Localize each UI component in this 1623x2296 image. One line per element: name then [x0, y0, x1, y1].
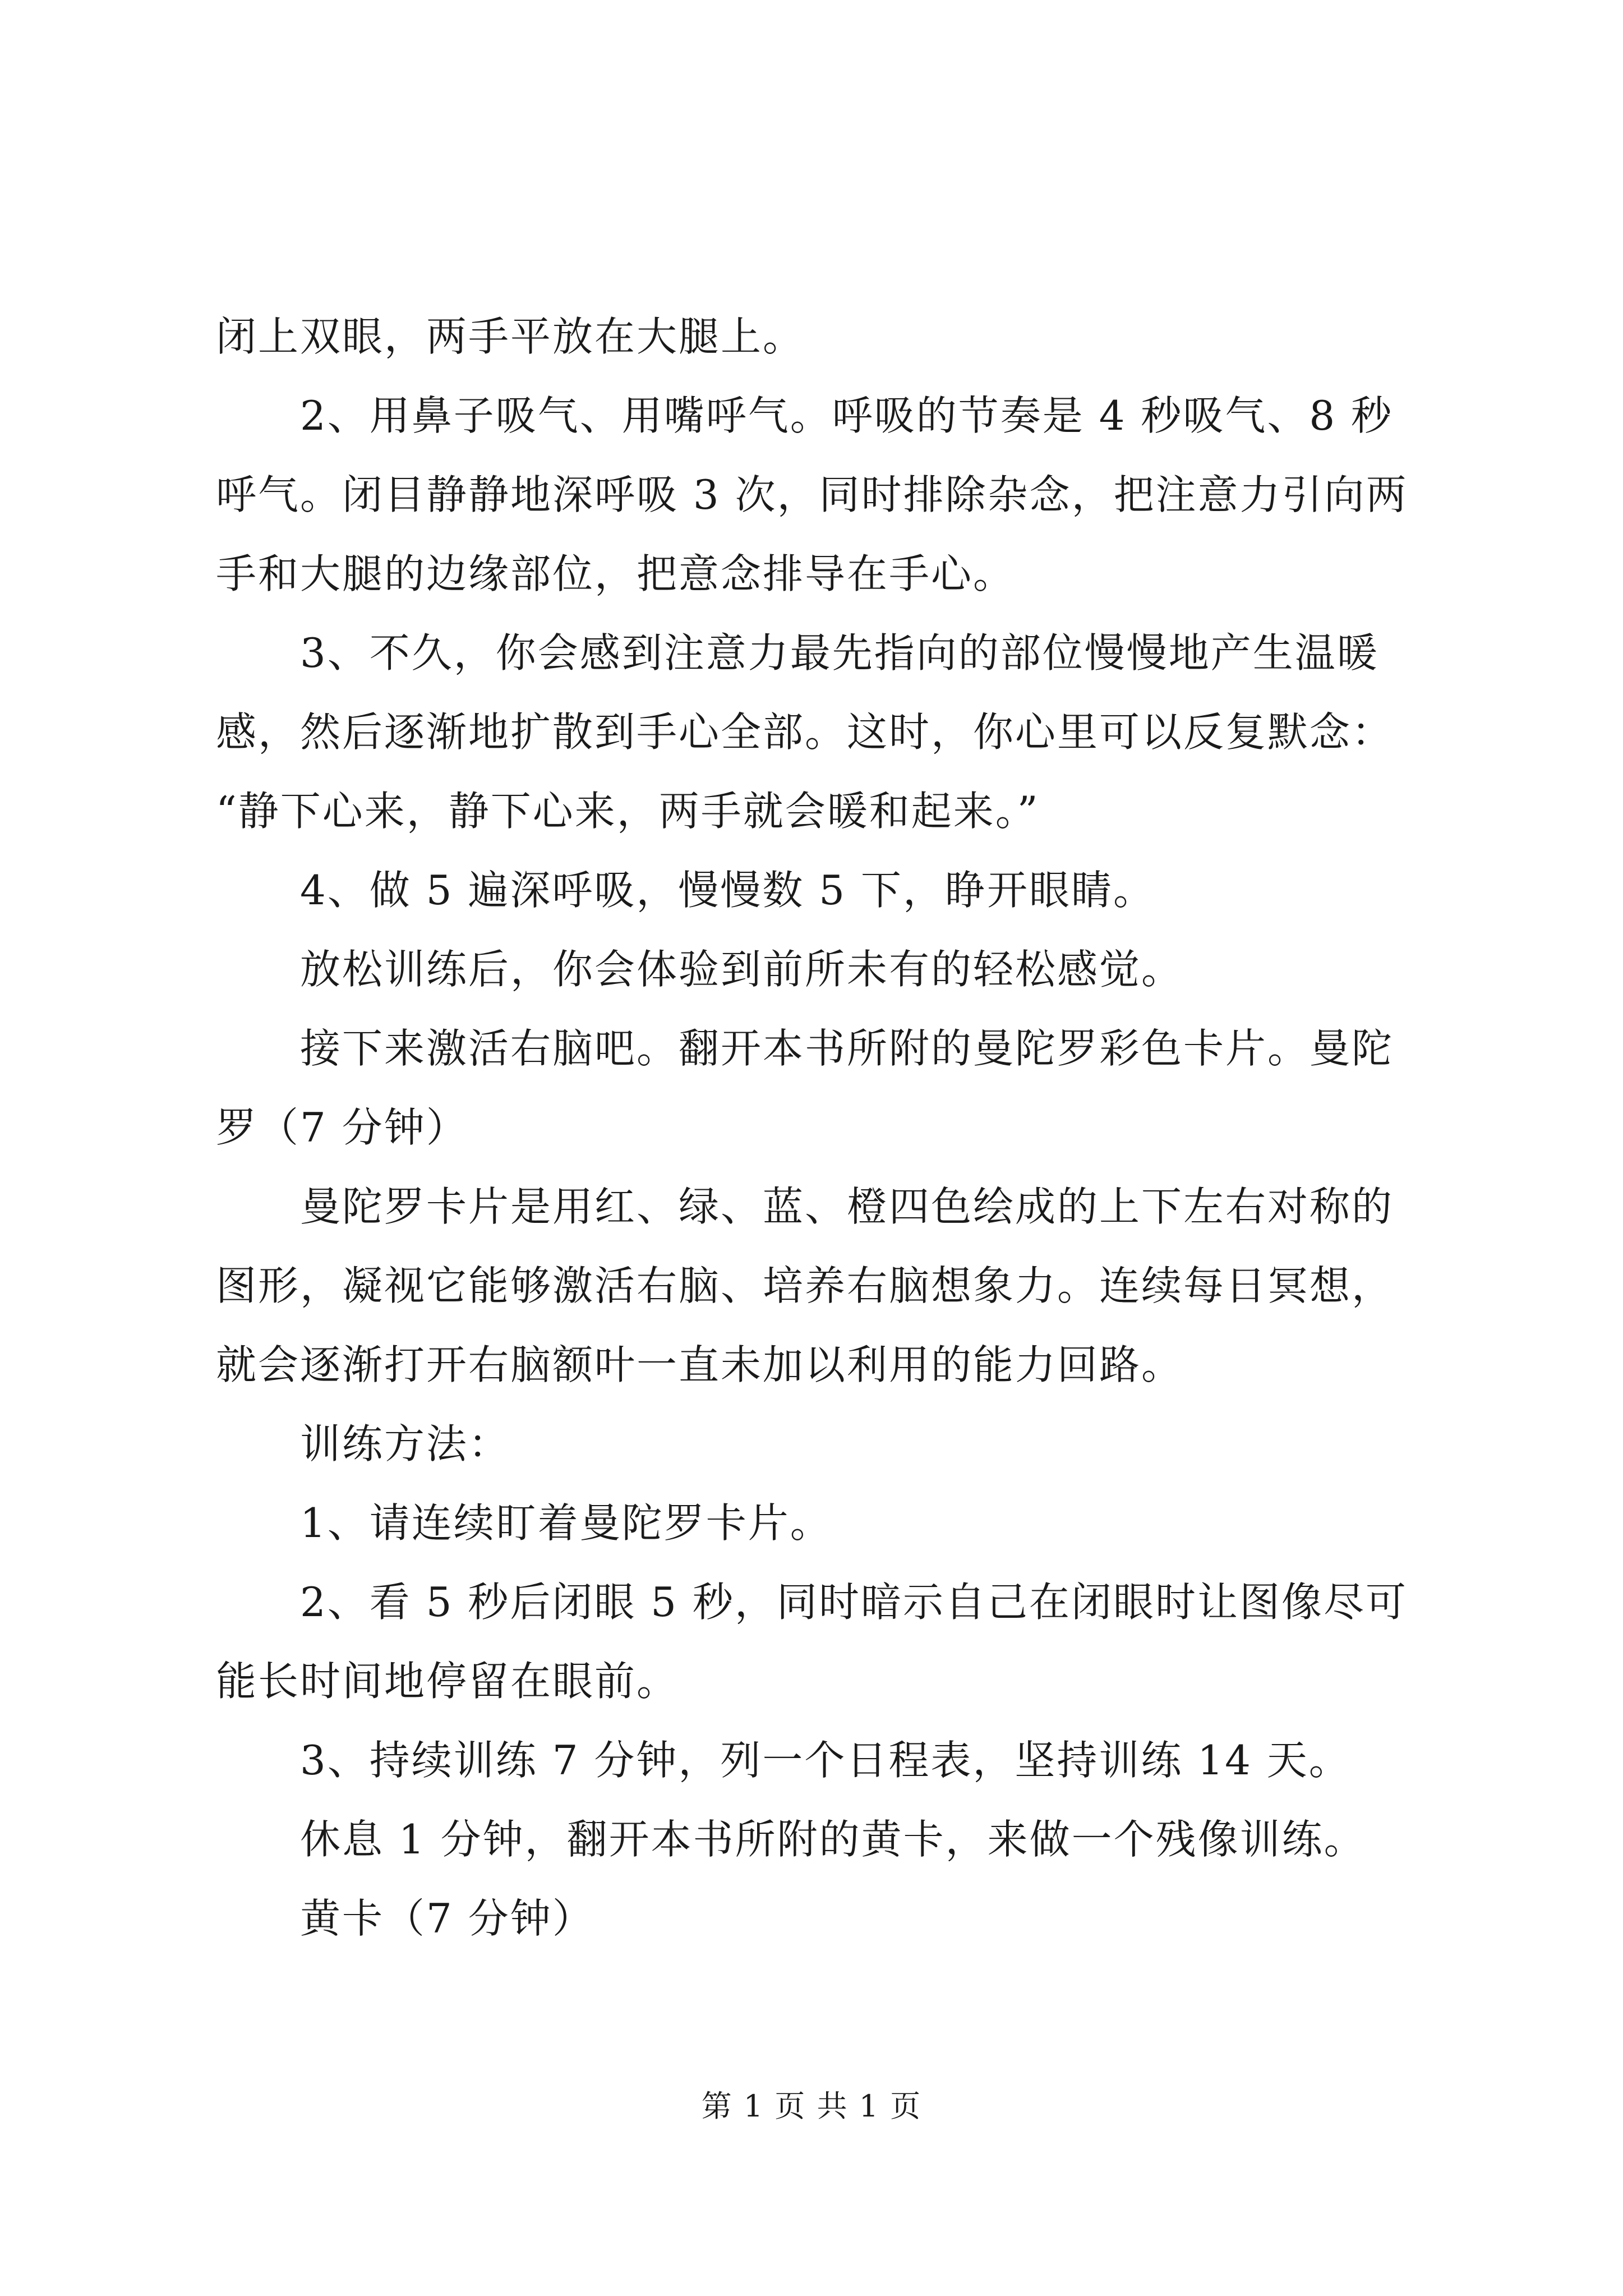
text-line-8: 4、做 5 遍深呼吸，慢慢数 5 下，睁开眼睛。	[300, 867, 1155, 914]
text-line-19: 3、持续训练 7 分钟，列一个日程表，坚持训练 14 天。	[300, 1737, 1351, 1784]
text-line-17: 2、看 5 秒后闭眼 5 秒，同时暗示自己在闭眼时让图像尽可	[300, 1579, 1408, 1626]
text-line-12: 曼陀罗卡片是用红、绿、蓝、橙四色绘成的上下左右对称的	[300, 1183, 1394, 1230]
text-line-1: 闭上双眼，两手平放在大腿上。	[216, 313, 805, 360]
text-line-14: 就会逐渐打开右脑额叶一直未加以利用的能力回路。	[216, 1341, 1184, 1388]
text-line-5: 3、不久，你会感到注意力最先指向的部位慢慢地产生温暖	[300, 629, 1379, 677]
text-line-11: 罗（7 分钟）	[216, 1104, 468, 1151]
text-line-3: 呼气。闭目静静地深呼吸 3 次，同时排除杂念，把注意力引向两	[216, 471, 1408, 518]
text-line-20: 休息 1 分钟，翻开本书所附的黄卡，来做一个残像训练。	[300, 1816, 1366, 1863]
page-footer: 第 1 页 共 1 页	[701, 2088, 922, 2124]
text-line-15: 训练方法：	[300, 1420, 511, 1467]
text-line-13: 图形，凝视它能够激活右脑、培养右脑想象力。连续每日冥想，	[216, 1262, 1394, 1309]
text-line-2: 2、用鼻子吸气、用嘴呼气。呼吸的节奏是 4 秒吸气、8 秒	[300, 392, 1394, 439]
text-line-7: “静下心来，静下心来，两手就会暖和起来。”	[216, 788, 1040, 835]
text-line-10: 接下来激活右脑吧。翻开本书所附的曼陀罗彩色卡片。曼陀	[300, 1025, 1394, 1072]
text-line-16: 1、请连续盯着曼陀罗卡片。	[300, 1499, 832, 1547]
text-line-9: 放松训练后，你会体验到前所未有的轻松感觉。	[300, 946, 1184, 993]
text-line-21: 黄卡（7 分钟）	[300, 1895, 594, 1942]
text-line-4: 手和大腿的边缘部位，把意念排导在手心。	[216, 550, 1016, 597]
text-line-6: 感，然后逐渐地扩散到手心全部。这时，你心里可以反复默念：	[216, 708, 1394, 756]
text-line-18: 能长时间地停留在眼前。	[216, 1658, 679, 1705]
